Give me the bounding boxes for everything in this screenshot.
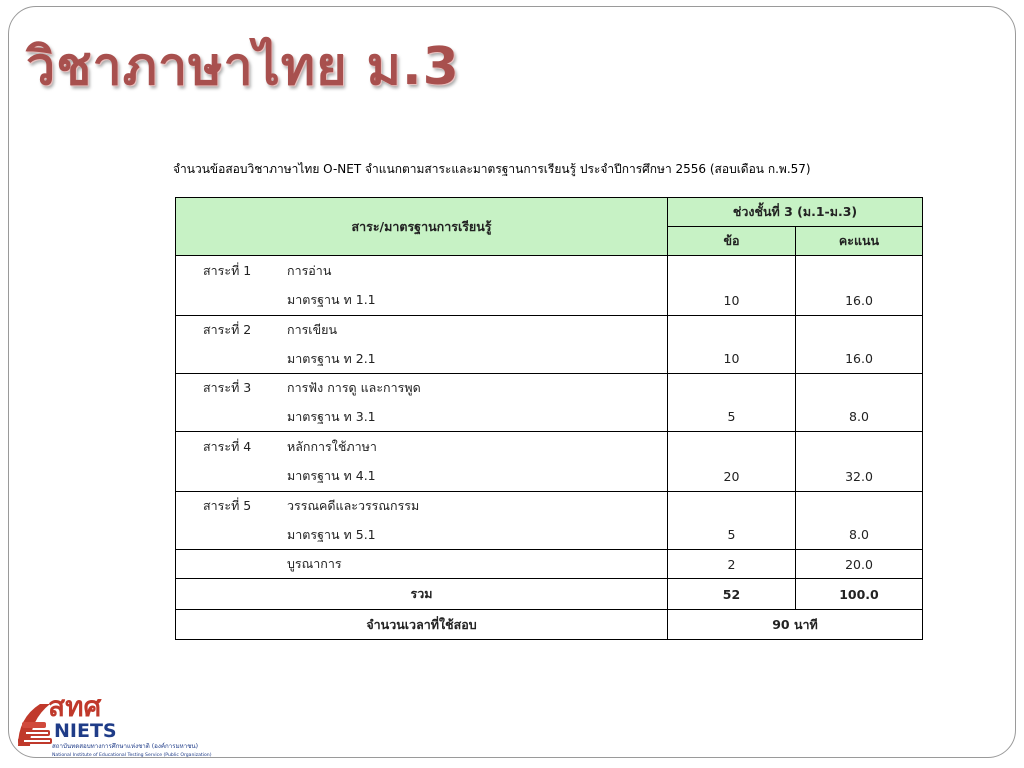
- items-cell: 10: [668, 286, 796, 316]
- strand-name: วรรณคดีและวรรณกรรม: [287, 498, 420, 514]
- slide-title: วิชาภาษาไทย ม.3: [26, 37, 460, 97]
- strand-row: [176, 432, 668, 462]
- header-score: คะแนน: [796, 227, 923, 256]
- strand-number: สาระที่ 3: [203, 380, 252, 396]
- score-cell: 8.0: [796, 521, 923, 550]
- strand-row: [176, 256, 668, 286]
- header-strand-standard: สาระ/มาตรฐานการเรียนรู้: [176, 198, 668, 256]
- strand-number: สาระที่ 1: [203, 262, 252, 278]
- header-items: ข้อ: [668, 227, 796, 256]
- strand-number: สาระที่ 2: [203, 322, 252, 338]
- books-emblem-icon: [18, 704, 52, 746]
- strand-name: การฟัง การดู และการพูด: [287, 380, 421, 396]
- logo-acronym: NIETS: [54, 720, 117, 742]
- standard-label: มาตรฐาน ท 2.1: [176, 345, 668, 374]
- strand-row: [176, 316, 668, 345]
- table-caption: จำนวนข้อสอบวิชาภาษาไทย O-NET จำแนกตามสาระและมาตรฐานการเรียนรู้ ประจำปีการศึกษา 2556 (สอบเดือน ก.พ.57): [173, 162, 811, 176]
- logo-thai-name: สถาบันทดสอบทางการศึกษาแห่งชาติ (องค์การมหาชน): [52, 743, 199, 750]
- exam-time-value: 90 นาที: [668, 610, 923, 640]
- exam-structure-table: [175, 197, 923, 640]
- items-cell: 10: [668, 345, 796, 374]
- strand-row: [176, 374, 668, 403]
- integrated-items: 2: [668, 550, 796, 579]
- items-cell: 20: [668, 462, 796, 492]
- strand-number: สาระที่ 5: [203, 498, 252, 514]
- niets-logo: [14, 688, 244, 760]
- total-score: 100.0: [796, 579, 923, 610]
- strand-name: การเขียน: [287, 322, 337, 338]
- integrated-label: บูรณาการ: [176, 550, 668, 579]
- total-label: รวม: [176, 579, 668, 610]
- standard-label: มาตรฐาน ท 4.1: [176, 462, 668, 492]
- standard-label: มาตรฐาน ท 3.1: [176, 403, 668, 432]
- logo-english-name: National Institute of Educational Testing Service (Public Organization): [52, 753, 212, 758]
- logo-thai-letters: สทศ: [48, 690, 102, 723]
- total-items: 52: [668, 579, 796, 610]
- standard-label: มาตรฐาน ท 1.1: [176, 286, 668, 316]
- score-cell: 16.0: [796, 345, 923, 374]
- strand-name: หลักการใช้ภาษา: [287, 438, 377, 454]
- strand-number: สาระที่ 4: [203, 438, 252, 454]
- items-cell: 5: [668, 521, 796, 550]
- header-grade-range: ช่วงชั้นที่ 3 (ม.1-ม.3): [668, 198, 923, 227]
- strand-row: [176, 492, 668, 521]
- exam-time-label: จำนวนเวลาที่ใช้สอบ: [176, 610, 668, 640]
- standard-label: มาตรฐาน ท 5.1: [176, 521, 668, 550]
- items-cell: 5: [668, 403, 796, 432]
- score-cell: 16.0: [796, 286, 923, 316]
- integrated-score: 20.0: [796, 550, 923, 579]
- score-cell: 32.0: [796, 462, 923, 492]
- strand-name: การอ่าน: [287, 262, 332, 278]
- score-cell: 8.0: [796, 403, 923, 432]
